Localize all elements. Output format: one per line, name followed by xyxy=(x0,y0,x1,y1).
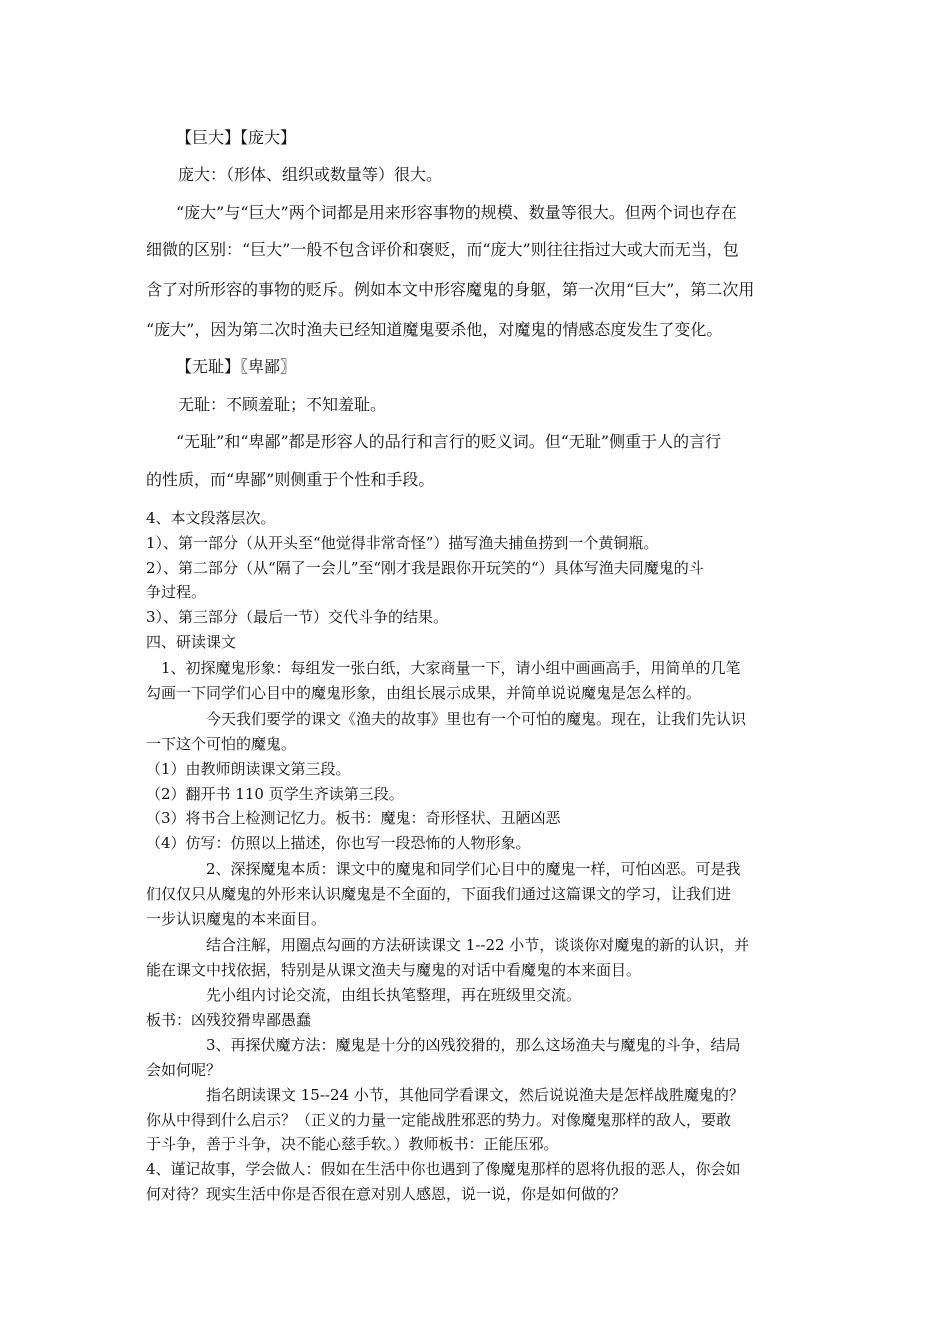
text-line: （3）将书合上检测记忆力。板书：魔鬼：奇形怪状、丑陋凶恶 xyxy=(146,809,561,827)
paragraph-line: “无耻”和“卑鄙”都是形容人的品行和言行的贬义词。但“无耻”侧重于人的言行 xyxy=(176,432,722,451)
text-line: 3、再探伏魔方法：魔鬼是十分的凶残狡猾的，那么这场渔夫与魔鬼的斗争，结局 xyxy=(206,1036,741,1054)
text-line: 板书：凶残狡猾卑鄙愚蠢 xyxy=(146,1011,312,1029)
text-line: 争过程。 xyxy=(146,583,207,601)
text-line: 会如何呢？ xyxy=(146,1061,222,1079)
text-line: （2）翻开书 110 页学生齐读第三段。 xyxy=(146,785,404,803)
paragraph-line: 细微的区别：“巨大”一般不包含评价和褒贬，而“庞大”则往往指过大或大而无当，包 xyxy=(146,240,739,259)
text-line: 结合注解，用圈点勾画的方法研读课文 1--22 小节，谈谈你对魔鬼的新的认识，并 xyxy=(206,936,750,954)
text-line: 于斗争，善于斗争，决不能心慈手软。）教师板书：正能压邪。 xyxy=(146,1135,559,1153)
text-line: 一下这个可怕的魔鬼。 xyxy=(146,735,297,753)
text-line: 先小组内讨论交流，由组长执笔整理，再在班级里交流。 xyxy=(206,986,582,1004)
paragraph-line: “庞大”，因为第二次时渔夫已经知道魔鬼要杀他，对魔鬼的情感态度发生了变化。 xyxy=(146,320,723,339)
text-line: 勾画一下同学们心目中的魔鬼形象，由组长展示成果，并简单说说魔鬼是怎么样的。 xyxy=(146,684,702,702)
text-line: 2）、第二部分（从“隔了一会儿”至“刚才我是跟你开玩笑的“）具体写渔夫同魔鬼的斗 xyxy=(146,559,704,577)
text-line: 4、谨记故事，学会做人：假如在生活中你也遇到了像魔鬼那样的恩将仇报的恶人，你会如 xyxy=(146,1160,741,1178)
text-line: 3）、第三部分（最后一节）交代斗争的结果。 xyxy=(146,608,449,626)
paragraph-line: 含了对所形容的事物的贬斥。例如本文中形容魔鬼的身躯，第一次用“巨大”，第二次用 xyxy=(146,280,755,299)
text-line: 一步认识魔鬼的本来面目。 xyxy=(146,910,327,928)
section-title-yandu: 四、研读课文 xyxy=(146,633,237,651)
section-heading-wuchi-beibi: 【无耻】〖卑鄙〗 xyxy=(176,357,297,376)
section-heading-juda-pangda: 【巨大】【庞大】 xyxy=(176,128,297,147)
text-line: 1、初探魔鬼形象：每组发一张白纸，大家商量一下，请小组中画画高手，用简单的几笔 xyxy=(161,659,741,677)
text-line: （4）仿写：仿照以上描述，你也写一段恐怖的人物形象。 xyxy=(146,834,531,852)
text-line: （1）由教师朗读课文第三段。 xyxy=(146,760,351,778)
text-line: 能在课文中找依据，特别是从课文渔夫与魔鬼的对话中看魔鬼的本来面目。 xyxy=(146,961,642,979)
text-line: 1）、第一部分（从开头至“他觉得非常奇怪”）描写渔夫捕鱼捞到一个黄铜瓶。 xyxy=(146,534,659,552)
text-line: 指名朗读课文 15--24 小节，其他同学看课文，然后说说渔夫是怎样战胜魔鬼的？ xyxy=(206,1086,744,1104)
text-line: 们仅仅只从魔鬼的外形来认识魔鬼是不全面的，下面我们通过这篇课文的学习，让我们进 xyxy=(146,885,732,903)
text-line: 何对待？现实生活中你是否很在意对别人感恩，说一说，你是如何做的？ xyxy=(146,1185,627,1203)
paragraph-line: 的性质，而“卑鄙”则侧重于个性和手段。 xyxy=(146,470,435,489)
text-line: 4、本文段落层次。 xyxy=(146,509,276,527)
paragraph-line: “庞大”与“巨大”两个词都是用来形容事物的规模、数量等很大。但两个词也存在 xyxy=(176,203,737,222)
definition-pangda: 庞大：（形体、组织或数量等）很大。 xyxy=(178,165,443,184)
text-line: 你从中得到什么启示？（正义的力量一定能战胜邪恶的势力。对像魔鬼那样的敌人，要敢 xyxy=(146,1111,732,1129)
text-line: 今天我们要学的课文《渔夫的故事》里也有一个可怕的魔鬼。现在，让我们先认识 xyxy=(206,710,747,728)
definition-wuchi: 无耻：不顾羞耻；不知羞耻。 xyxy=(178,395,387,414)
text-line: 2、深探魔鬼本质：课文中的魔鬼和同学们心目中的魔鬼一样，可怕凶恶。可是我 xyxy=(206,860,741,878)
